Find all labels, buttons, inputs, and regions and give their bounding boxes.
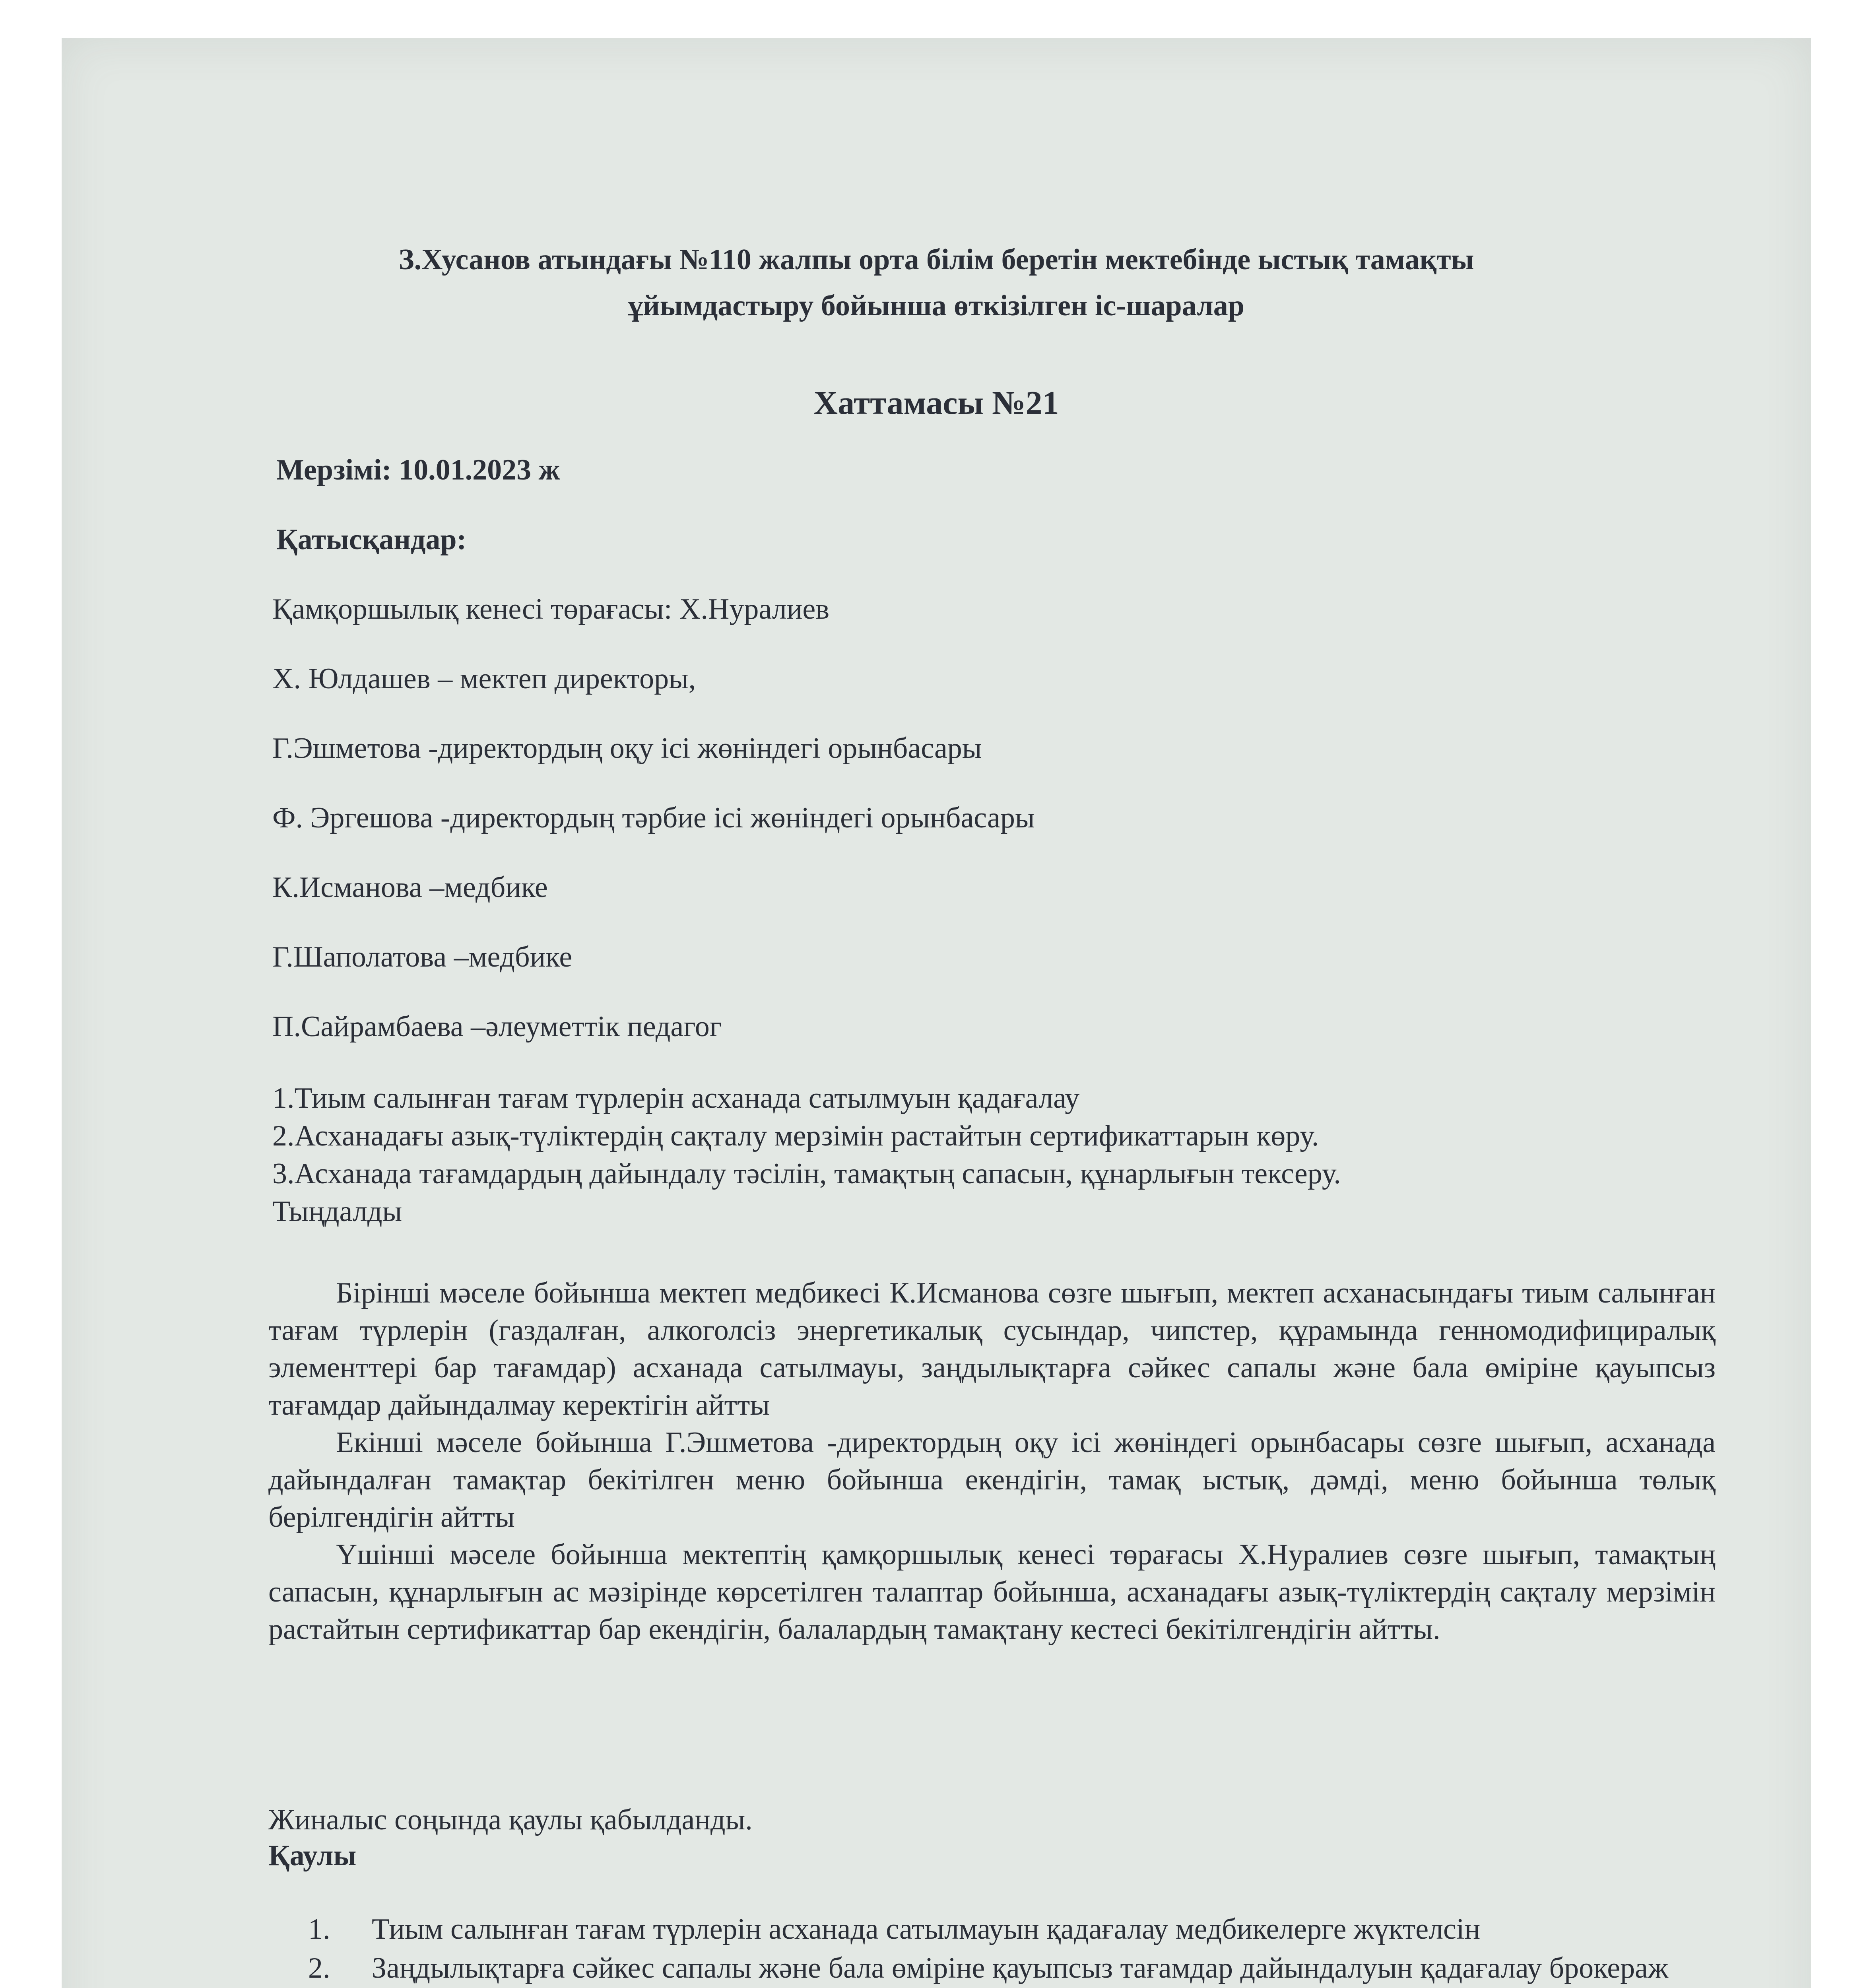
agenda-item: 1.Тиым салынған тағам түрлерін асханада сатылмуын қадағалау: [272, 1082, 1080, 1114]
resolution-number: 1.: [308, 1913, 330, 1945]
paragraph-second-issue: Екінші мәселе бойынша Г.Эшметова -директордың оқу ісі жөніндегі орынбасары сөзге шығып, асханада дайындалған тамақтар бекітілген меню бойынша екендігін, тамақ ыстық, дәмді, меню бойынша төлық берілгендігін айтты: [268, 1426, 1716, 1534]
discussion-text: [268, 1274, 1716, 1648]
participant-item: П.Сайрамбаева –әлеуметтік педагог: [272, 1010, 722, 1043]
paragraph-third-issue: Үшінші мәселе бойынша мектептің қамқоршылық кенесі төрағасы Х.Нуралиев сөзге шығып, тамақтың сапасын, құнарлығын ас мәзірінде көрсетілген талаптар бойынша, асханадағы азық-түліктердің сақталу мерзімін растайтын сертификаттар бар екендігін, балалардың тамақтану кестесі бекітілгендігін айтты.: [268, 1538, 1716, 1646]
scanned-page: [62, 38, 1811, 1988]
agenda-item: 3.Асханада тағамдардың дайындалу тәсілін, тамақтың сапасын, құнарлығын тексеру.: [272, 1157, 1341, 1190]
agenda-item: 2.Асханадағы азық-түліктердің сақталу мерзімін растайтын сертификаттарын көру.: [272, 1120, 1319, 1152]
document-title: [62, 237, 1811, 329]
participant-item: Г.Шаполатова –медбике: [272, 941, 573, 973]
participant-item: К.Исманова –медбике: [272, 871, 548, 904]
resolution-list: [308, 1910, 1747, 1988]
resolution-heading: Қаулы: [268, 1839, 357, 1872]
title-line-2: ұйымдастыру бойынша өткізілген іс-шаралар: [628, 289, 1244, 322]
resolution-text: Заңдылықтарға сәйкес сапалы және бала өміріне қауыпсыз тағамдар дайындалуын қадағалау брокераж: [372, 1952, 1669, 1984]
participant-item: Х. Юлдашев – мектеп директоры,: [272, 662, 696, 695]
resolution-number: 2.: [308, 1952, 330, 1984]
participant-item: Ф. Эргешова -директордың тәрбие ісі жөніндегі орынбасары: [272, 802, 1035, 834]
participant-item: Г.Эшметова -директордың оқу ісі жөніндегі орынбасары: [272, 732, 982, 765]
resolution-item: [308, 1949, 1747, 1988]
title-line-1: З.Хусанов атындағы №110 жалпы орта білім беретін мектебінде ыстық тамақты: [398, 243, 1474, 276]
paragraph-first-issue: Бірінші мәселе бойынша мектеп медбикесі К.Исманова сөзге шығып, мектеп асханасындағы тиым салынған тағам түрлерін (газдалған, алкоголсіз энергетикалық сусындар, чипстер, құрамында генномодифициралық элементтері бар тағамдар) асханада сатылмауы, заңдылықтарға сәйкес сапалы және бала өміріне қауыпсыз тағамдар дайындалмау керектігін айтты: [268, 1277, 1716, 1421]
resolution-text: Тиым салынған тағам түрлерін асханада сатылмауын қадағалау медбикелерге жүктелсін: [372, 1913, 1481, 1945]
closing-statement: Жиналыс соңында қаулы қабылданды.: [268, 1804, 753, 1836]
listened-label: Тыңдалды: [272, 1195, 402, 1228]
meeting-date: Мерзімі: 10.01.2023 ж: [276, 454, 560, 486]
resolution-item: [308, 1910, 1747, 1948]
participant-item: Қамқоршылық кенесі төрағасы: Х.Нуралиев: [272, 593, 830, 625]
protocol-number: Хаттамасы №21: [813, 384, 1059, 421]
participants-heading: Қатысқандар:: [276, 523, 467, 556]
